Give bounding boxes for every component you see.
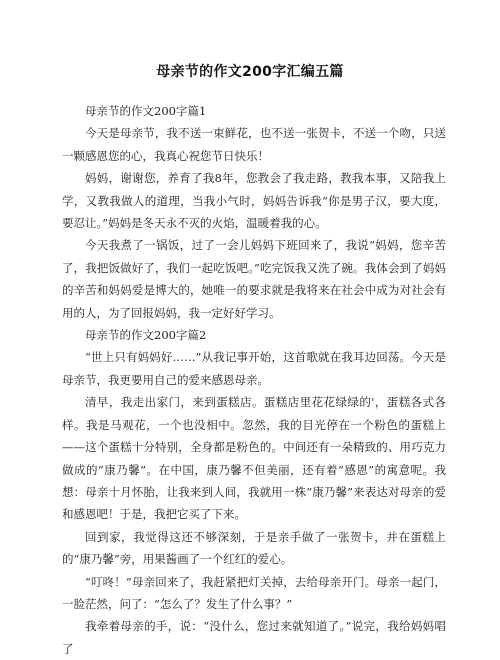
paragraph: 今天是母亲节，我不送一束鲜花，也不送一张贺卡，不送一个吻，只送一颗感恩您的心，我真心祝您节日快乐！ xyxy=(62,126,446,163)
paragraph: 妈妈，谢谢您，养育了我8年，您教会了我走路，教我本事，又陪我上学，又教我做人的道理，当我小气时，妈妈告诉我“你是男子汉，要大度，要忍让。”妈妈是冬天永不灭的火焰，温暖着我的心。 xyxy=(62,171,446,231)
section-heading-1: 母亲节的作文200字篇1 xyxy=(85,104,207,118)
paragraph: 今天我煮了一锅饭，过了一会儿妈妈下班回来了，我说“妈妈，您辛苦了，我把饭做好了，我们一起吃饭吧。”吃完饭我又洗了碗。我体会到了妈妈的辛苦和妈妈爱是博大的，她唯一的要求就是我将来在社会中成为对社会有用的人，为了回报妈妈，我一定好好学习。 xyxy=(62,238,446,320)
document-body xyxy=(62,100,446,660)
paragraph: 回到家，我觉得这还不够深刻，于是亲手做了一张贺卡，并在蛋糕上的“康乃馨”旁，用果酱画了一个红红的爱心。 xyxy=(62,529,446,567)
paragraph: 清早，我走出家门，来到蛋糕店。蛋糕店里花花绿绿的'，蛋糕各式各样。我是马观花，一个也没相中。忽然，我的目光停在一个粉色的蛋糕上——这个蛋糕十分特别，全身都是粉色的。中间还有一朵精致的、用巧克力做成的“康乃馨”。在中国，康乃馨不但美丽，还有着“感恩”的寓意呢。我想：母亲十月怀胎，让我来到人间，我就用一株“康乃馨”来表达对母亲的爱和感恩吧！于是，我把它买了下来。 xyxy=(62,395,446,522)
document-title: 母亲节的作文200字汇编五篇 xyxy=(156,64,344,80)
paragraph: “叮咚！”母亲回来了，我赶紧把灯关掉，去给母亲开门。母亲一起门，一脸茫然，问了：“怎么了？发生了什么事？” xyxy=(62,574,446,611)
section-heading-2: 母亲节的作文200字篇2 xyxy=(85,328,207,343)
paragraph: “世上只有妈妈好……”从我记事开始，这首歌就在我耳边回荡。今天是母亲节，我更要用自己的爱来感恩母亲。 xyxy=(62,350,446,387)
paragraph: 我牵着母亲的手，说：“没什么，您过来就知道了。”说完，我给妈妈唱了 xyxy=(62,619,446,656)
